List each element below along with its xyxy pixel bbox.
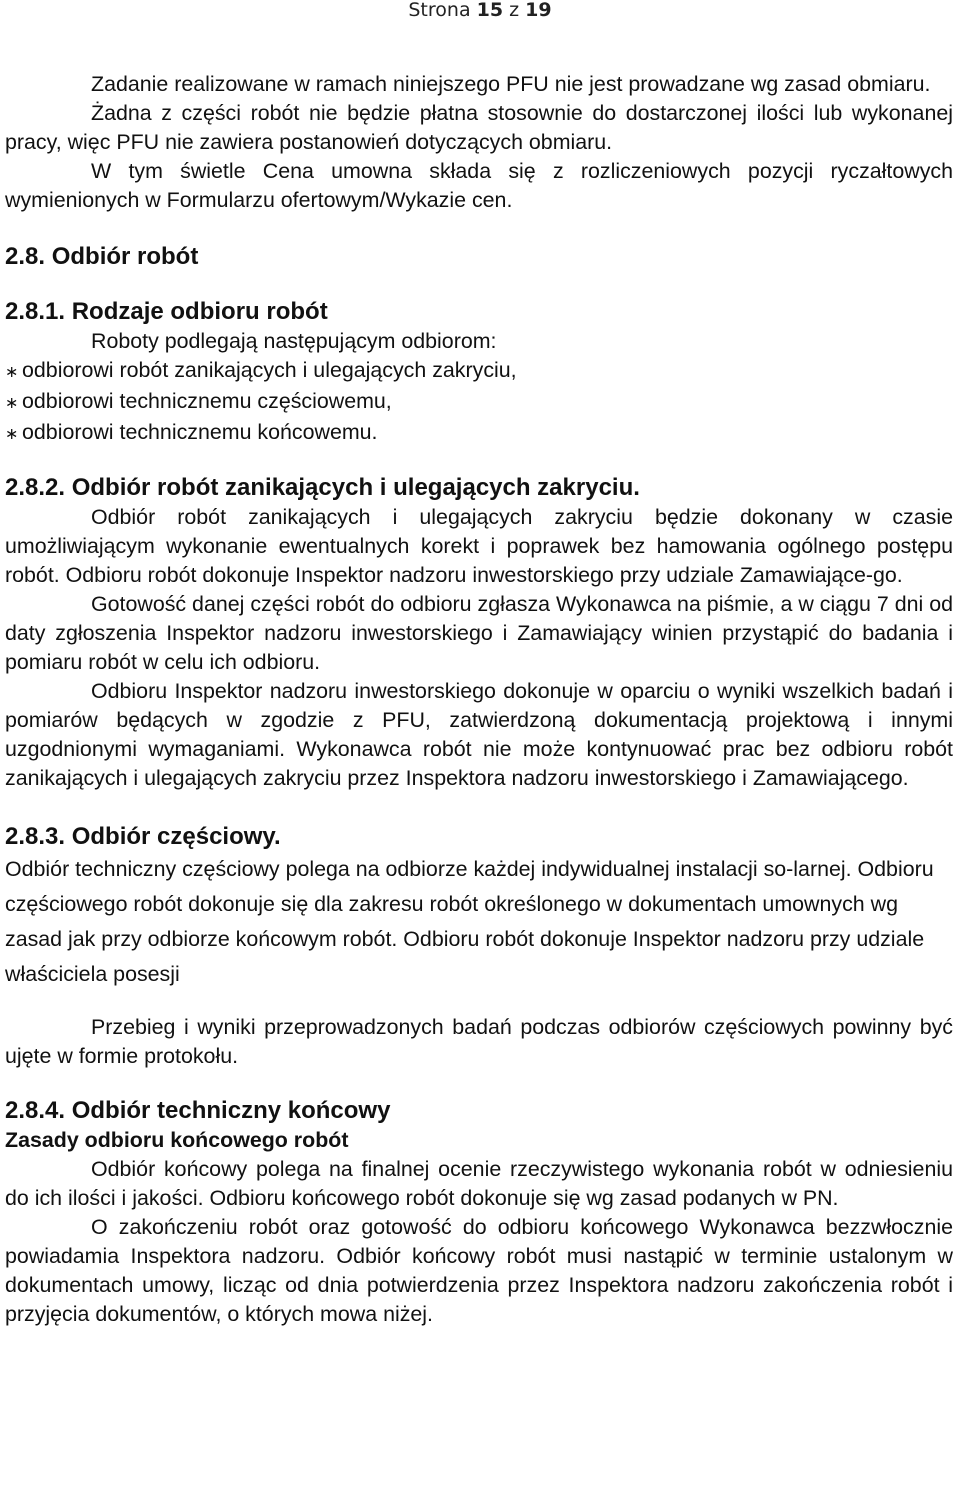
page-current: 15	[476, 0, 504, 21]
asterisk-bullet-icon: ∗	[5, 364, 19, 381]
heading-2-8-1: 2.8.1. Rodzaje odbioru robót	[5, 298, 328, 325]
heading-2-8: 2.8. Odbiór robót	[5, 243, 199, 270]
bullet-text: odbiorowi robót zanikających i ulegających zakryciu,	[22, 358, 517, 382]
bullet-item	[5, 356, 953, 387]
paragraph-2-8-1-intro: Roboty podlegają następującym odbiorom:	[91, 329, 497, 353]
paragraph-intro-1: Zadanie realizowane w ramach niniejszego PFU nie jest prowadzane wg zasad obmiaru.	[91, 72, 931, 96]
paragraph-intro-3: W tym świetle Cena umowna składa się z rozliczeniowych pozycji ryczałtowych wymienionych w Formularzu ofertowym/Wykazie cen.	[5, 159, 953, 212]
paragraph-2-8-3-b: Przebieg i wyniki przeprowadzonych badań podczas odbiorów częściowych powinny być ujęte w formie protokołu.	[5, 1015, 953, 1068]
bullet-text: odbiorowi technicznemu końcowemu.	[22, 420, 378, 444]
paragraph-intro-2: Żadna z części robót nie będzie płatna stosownie do dostarczonej ilości lub wykonanej pracy, więc PFU nie zawiera postanowień dotyczących obmiaru.	[5, 101, 953, 154]
page-header	[0, 0, 960, 22]
heading-2-8-2: 2.8.2. Odbiór robót zanikających i ulegających zakryciu.	[5, 474, 640, 501]
paragraph-2-8-4-a: Odbiór końcowy polega na finalnej ocenie rzeczywistego wykonania robót w odniesieniu do ich ilości i jakości. Odbioru końcowego robót dokonuje się wg zasad podanych w PN.	[5, 1157, 953, 1210]
bullet-text: odbiorowi technicznemu częściowemu,	[22, 389, 392, 413]
asterisk-bullet-icon: ∗	[5, 426, 19, 443]
page-total: 19	[525, 0, 552, 21]
bullet-item	[5, 387, 953, 418]
page-separator: z	[503, 0, 526, 21]
asterisk-bullet-icon: ∗	[5, 395, 19, 412]
paragraph-2-8-3-a: Odbiór techniczny częściowy polega na odbiorze każdej indywidualnej instalacji so-larnej. Odbioru częściowego robót dokonuje się dla zakresu robót określonego w dokumentach umownych wg zasad jak przy odbiorze końcowym robót. Odbioru robót dokonuje Inspektor nadzoru przy udziale właściciela posesji	[5, 857, 934, 986]
subheading-2-8-4: Zasady odbioru końcowego robót	[5, 1128, 349, 1152]
heading-2-8-4: 2.8.4. Odbiór techniczny końcowy	[5, 1097, 391, 1124]
paragraph-2-8-2-a: Odbiór robót zanikających i ulegających zakryciu będzie dokonany w czasie umożliwiającym wykonanie ewentualnych korekt i poprawek bez hamowania ogólnego postępu robót. Odbioru robót dokonuje Inspektor nadzoru inwestorskiego przy udziale Zamawiające-go.	[5, 505, 953, 587]
bullet-item	[5, 418, 953, 449]
paragraph-2-8-2-c: Odbioru Inspektor nadzoru inwestorskiego dokonuje w oparciu o wyniki wszelkich badań i pomiarów będących w zgodzie z PFU, zatwierdzoną dokumentacją projektową i innymi uzgodnionymi wymaganiami. Wykonawca robót nie może kontynuować prac bez odbioru robót zanikających i ulegających zakryciu przez Inspektora nadzoru inwestorskiego i Zamawiającego.	[5, 679, 953, 790]
document-body	[5, 70, 953, 1329]
paragraph-2-8-2-b: Gotowość danej części robót do odbioru zgłasza Wykonawca na piśmie, a w ciągu 7 dni od daty zgłoszenia Inspektor nadzoru inwestorskiego i Zamawiający winien przystąpić do badania i pomiaru robót w celu ich odbioru.	[5, 592, 953, 674]
page-label: Strona	[408, 0, 477, 21]
paragraph-2-8-4-b: O zakończeniu robót oraz gotowość do odbioru końcowego Wykonawca bezzwłocznie powiadamia Inspektora nadzoru. Odbiór końcowy robót musi nastąpić w terminie ustalonym w dokumentach umowy, licząc od dnia potwierdzenia przez Inspektora nadzoru zakończenia robót i przyjęcia dokumentów, o których mowa niżej.	[5, 1215, 953, 1326]
heading-2-8-3: 2.8.3. Odbiór częściowy.	[5, 823, 281, 850]
